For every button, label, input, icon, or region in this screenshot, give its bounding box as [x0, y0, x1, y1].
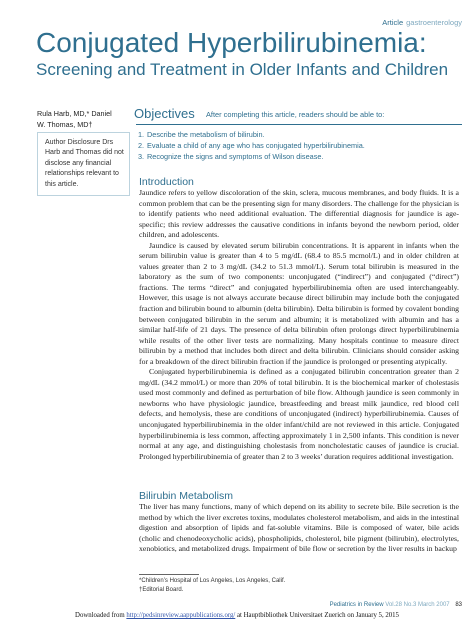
bilirubin-metabolism-body: [139, 502, 459, 555]
introduction-heading: Introduction: [139, 176, 194, 188]
footnote-editorial: †Editorial Board.: [139, 587, 184, 593]
journal-name: Pediatrics in Review: [329, 602, 384, 608]
category-label: gastroenterology: [406, 18, 462, 27]
journal-footer: [330, 602, 462, 608]
objectives-lead: After completing this article, readers should be able to:: [206, 110, 385, 119]
objectives-rule: [136, 124, 462, 125]
objectives-box: [134, 106, 462, 166]
article-label: Article: [382, 18, 404, 27]
author-line-2: W. Thomas, MD†: [37, 120, 93, 129]
metabolism-paragraph-1: The liver has many functions, many of which depend on its ability to secrete bile. Bile secretion is the method by which the liver excretes toxins, modulates cholesterol metabolism, and aids in the intestinal digestion and absorption of lipids and fat-soluble vitamins. Bile is composed of water, bile acids (cholic and chenodeoxycholic acids), phospholipids, cholesterol, bile pigment (bilirubin), electrolytes, xenobiotics, and metabolized drugs. Impairment of bile flow or secretion by the liver results in backup: [139, 502, 459, 554]
page-number: 83: [455, 602, 462, 608]
article-subtitle: Screening and Treatment in Older Infants and Children: [36, 60, 449, 79]
footnote-rule: [139, 574, 199, 575]
article-title: Conjugated Hyperbilirubinemia:: [36, 27, 427, 58]
author-list: [37, 108, 125, 130]
objective-item: 1. Describe the metabolism of bilirubin.: [138, 130, 265, 139]
journal-issue: Vol.28 No.3 March 2007: [385, 602, 450, 608]
introduction-body: [139, 188, 459, 462]
intro-paragraph-2: Jaundice is caused by elevated serum bilirubin concentrations. It is apparent in infants when the serum bilirubin value is greater than 4 to 5 mg/dL (68.4 to 85.5 mcmol/L) and in older children at values greater than 2 to 3 mg/dL (34.2 to 51.3 mmol/L). Serum total bilirubin is measured in the laboratory as the sum of two components: unconjugated (“indirect”) and conjugated (“direct”) fractions. The terms “direct” and conjugated hyperbilirubinemia often are used interchangeably. However, this usage is not always accurate because direct bilirubin may include both the conjugated fraction and bilirubin bound to albumin (delta bilirubin). Delta bilirubin is formed by covalent bonding between conjugated bilirubin in the serum and albumin; it is metabolized with albumin and has a similar half-life of 21 days. The presence of delta bilirubin often prolongs direct hyperbilirubinemia while results of the other liver tests are normalizing. Many hospitals continue to measure direct bilirubin by a method that includes both direct and delta bilirubin. Clinicians should consider asking for a breakdown of the direct bilirubin fraction if the jaundice is prolonged or presenting atypically.: [139, 240, 459, 366]
download-suffix: at Hauptbibliothek Universitaet Zuerich on January 5, 2015: [235, 612, 399, 619]
bilirubin-metabolism-heading: Bilirubin Metabolism: [139, 490, 233, 502]
download-notice: [0, 612, 474, 619]
footnotes: [139, 577, 285, 595]
author-line-1: Rula Harb, MD,* Daniel: [37, 109, 112, 118]
intro-paragraph-1: Jaundice refers to yellow discoloration of the skin, sclera, mucous membranes, and body fluids. It is a common problem that can be the presenting sign for many disorders. The challenge for the physician is to identify patients who need additional evaluation. The differential diagnosis for jaundice is age-specific; this review addresses the causative conditions in infants beyond the newborn period, older children, and adolescents.: [139, 188, 459, 240]
objective-item: 3. Recognize the signs and symptoms of Wilson disease.: [138, 151, 324, 161]
objectives-list: [138, 130, 365, 162]
download-link[interactable]: http://pedsinreview.aappublications.org/: [126, 612, 236, 619]
author-disclosure-box: Author Disclosure Drs Harb and Thomas did not disclose any financial relationships relevant to this article.: [37, 132, 130, 196]
intro-paragraph-3: Conjugated hyperbilirubinemia is defined as a conjugated bilirubin concentration greater than 2 mg/dL (34.2 mmol/L) or more than 20% of total bilirubin. It is the biochemical marker of cholestasis used most commonly and defined as perturbation of bile flow. Although jaundice is seen commonly in newborns who have physiologic jaundice, breastfeeding and breast milk jaundice, red blood cell defects, and hemolysis, these are conditions of unconjugated (indirect) hyperbilirubinemia. Causes of unconjugated hyperbilirubinemia in the older infant/child are not reviewed in this article. Conjugated hyperbilirubinemia is less common, affecting approximately 1 in 2,500 infants. This condition is never normal at any age, and distinguishing cholestasis from noncholestatic causes of jaundice is crucial. Prolonged hyperbilirubinemia of greater than 2 to 3 weeks’ duration requires additional investigation.: [139, 367, 459, 461]
objective-item: 2. Evaluate a child of any age who has conjugated hyperbilirubinemia.: [138, 140, 365, 150]
article-category-header: [382, 18, 462, 27]
objectives-heading: Objectives: [134, 106, 195, 121]
download-prefix: Downloaded from: [75, 612, 127, 619]
footnote-affiliation: *Children’s Hospital of Los Angeles, Los Angeles, Calif.: [139, 578, 286, 584]
